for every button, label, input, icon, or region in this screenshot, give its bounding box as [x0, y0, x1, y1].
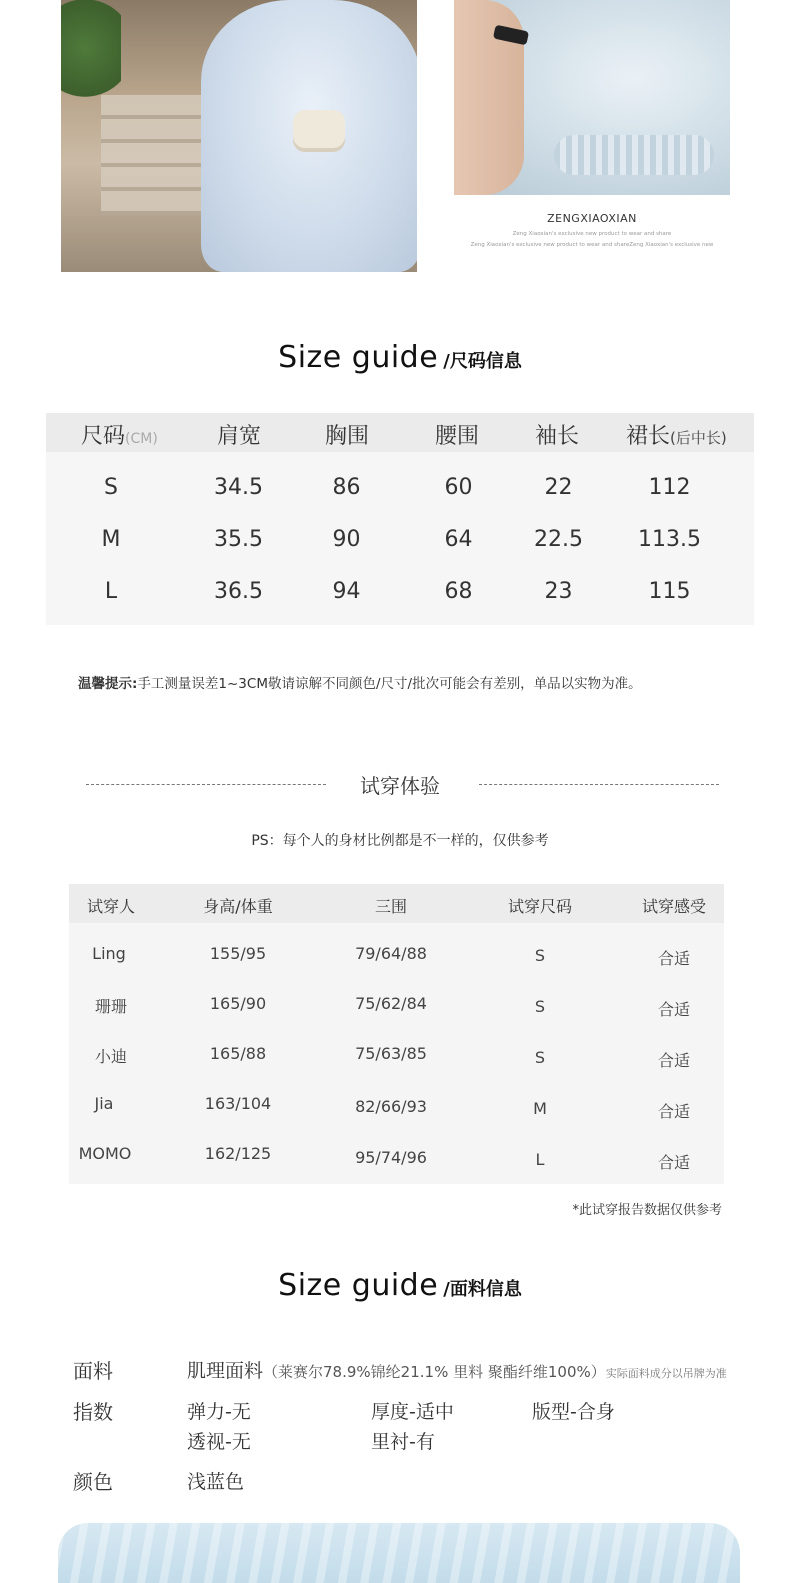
brand-subtitle-1: Zeng Xiaoxian's exclusive new product to wear and share: [512, 231, 672, 237]
cell-sleeve: 23: [544, 579, 573, 604]
size-table: [46, 413, 754, 625]
header-bust: 胸围: [325, 424, 370, 449]
cell-measurements: 82/66/93: [355, 1097, 427, 1116]
cell-waist: 64: [444, 527, 473, 552]
cell-bust: 94: [332, 579, 361, 604]
bag-illustration: [293, 110, 345, 152]
cell-feeling: 合适: [657, 1051, 690, 1070]
cell-feeling: 合适: [657, 1102, 690, 1121]
cell-measurements: 95/74/96: [355, 1148, 427, 1167]
cell-height-weight: 155/95: [209, 944, 267, 963]
cell-person: Jia: [94, 1094, 114, 1113]
cell-sleeve: 22: [544, 475, 573, 500]
cell-skirt: 112: [648, 475, 691, 500]
cell-person: Ling: [92, 944, 126, 963]
cell-measurements: 75/62/84: [355, 994, 427, 1013]
cell-height-weight: 165/88: [209, 1044, 267, 1063]
cell-size: M: [101, 527, 121, 552]
cell-size: S: [534, 1048, 546, 1067]
header-shoulder: 肩宽: [217, 424, 262, 449]
product-photo-detail: [454, 0, 730, 195]
cell-measurements: 75/63/85: [355, 1044, 427, 1063]
cell-skirt: 115: [648, 579, 691, 604]
fabric-title-en: Size guide: [278, 1268, 439, 1303]
index-label: 指数: [73, 1400, 113, 1424]
color-label: 颜色: [73, 1470, 113, 1494]
fit-value: 版型-合身: [532, 1401, 615, 1423]
thickness-value: 厚度-适中: [371, 1401, 454, 1423]
tryon-footnote: *此试穿报告数据仅供参考: [572, 1203, 722, 1218]
product-photo-model: [61, 0, 417, 272]
cell-shoulder: 35.5: [214, 527, 263, 552]
brand-title: ZENGXIAOXIAN: [547, 212, 637, 225]
fabric-photo: [58, 1523, 740, 1583]
tryon-ps: PS：每个人的身材比例都是不一样的，仅供参考: [251, 833, 549, 849]
size-guide-title-zh: /尺码信息: [443, 351, 522, 372]
material-note: 实际面料成分以吊牌为准: [605, 1367, 727, 1380]
color-value: 浅蓝色: [187, 1471, 245, 1493]
size-guide-title-en: Size guide: [278, 340, 439, 375]
cell-height-weight: 162/125: [204, 1144, 272, 1163]
cell-size: S: [534, 946, 546, 965]
brand-subtitle-2: Zeng Xiaoxian's exclusive new product to wear and shareZeng Xiaoxian's exclusive new: [470, 242, 714, 248]
tryon-title: 试穿体验: [360, 774, 440, 798]
header-feeling: 试穿感受: [641, 897, 706, 916]
cell-feeling: 合适: [657, 1000, 690, 1019]
fabric-heading: [0, 1268, 800, 1303]
cell-height-weight: 163/104: [204, 1094, 272, 1113]
lining-value: 里衬-有: [371, 1431, 435, 1453]
cell-shoulder: 36.5: [214, 579, 263, 604]
cell-measurements: 79/64/88: [355, 944, 427, 963]
header-skirt: 裙长(后中长): [626, 424, 727, 449]
cell-bust: 86: [332, 475, 361, 500]
cell-height-weight: 165/90: [209, 994, 267, 1013]
size-table-header: [46, 413, 754, 452]
header-height-weight: 身高/体重: [203, 897, 273, 916]
header-person: 试穿人: [86, 897, 135, 916]
cell-size: L: [104, 579, 118, 604]
note-label: 温馨提示:: [78, 676, 138, 692]
material-name: 肌理面料: [187, 1360, 264, 1382]
note-text: 手工测量误差1~3CM敬请谅解不同颜色/尺寸/批次可能会有差别，单品以实物为准。: [137, 676, 642, 692]
cell-bust: 90: [332, 527, 361, 552]
cell-waist: 68: [444, 579, 473, 604]
header-size: 尺码(CM): [81, 424, 158, 449]
size-guide-heading: [0, 340, 800, 375]
cell-waist: 60: [444, 475, 473, 500]
header-unit: (CM): [125, 431, 158, 447]
cell-shoulder: 34.5: [214, 475, 263, 500]
cell-size: S: [104, 475, 118, 500]
header-measurements: 三围: [374, 897, 407, 916]
header-waist: 腰围: [435, 424, 480, 449]
material-value: [187, 1356, 727, 1383]
cell-person: 小迪: [94, 1047, 127, 1066]
cell-feeling: 合适: [657, 949, 690, 968]
cell-size: M: [533, 1099, 547, 1118]
header-sleeve: 袖长: [535, 424, 580, 449]
tryon-table-header: [69, 884, 724, 923]
cell-person: MOMO: [78, 1144, 132, 1163]
cell-sleeve: 22.5: [534, 527, 583, 552]
material-label: 面料: [73, 1359, 113, 1383]
header-tryon-size: 试穿尺码: [507, 897, 572, 916]
elasticity-value: 弹力-无: [187, 1401, 251, 1423]
header-skirt-note: (后中长): [670, 429, 727, 447]
tryon-table: [69, 884, 724, 1184]
measurement-note: [78, 672, 642, 692]
cell-size: S: [534, 997, 546, 1016]
material-detail: （莱赛尔78.9%锦纶21.1% 里料 聚酯纤维100%）: [263, 1363, 606, 1381]
cell-person: 珊珊: [94, 997, 127, 1016]
cell-feeling: 合适: [657, 1153, 690, 1172]
cell-size: L: [535, 1150, 545, 1169]
fabric-title-zh: /面料信息: [443, 1279, 522, 1300]
transparency-value: 透视-无: [187, 1431, 251, 1453]
cell-skirt: 113.5: [638, 527, 701, 552]
